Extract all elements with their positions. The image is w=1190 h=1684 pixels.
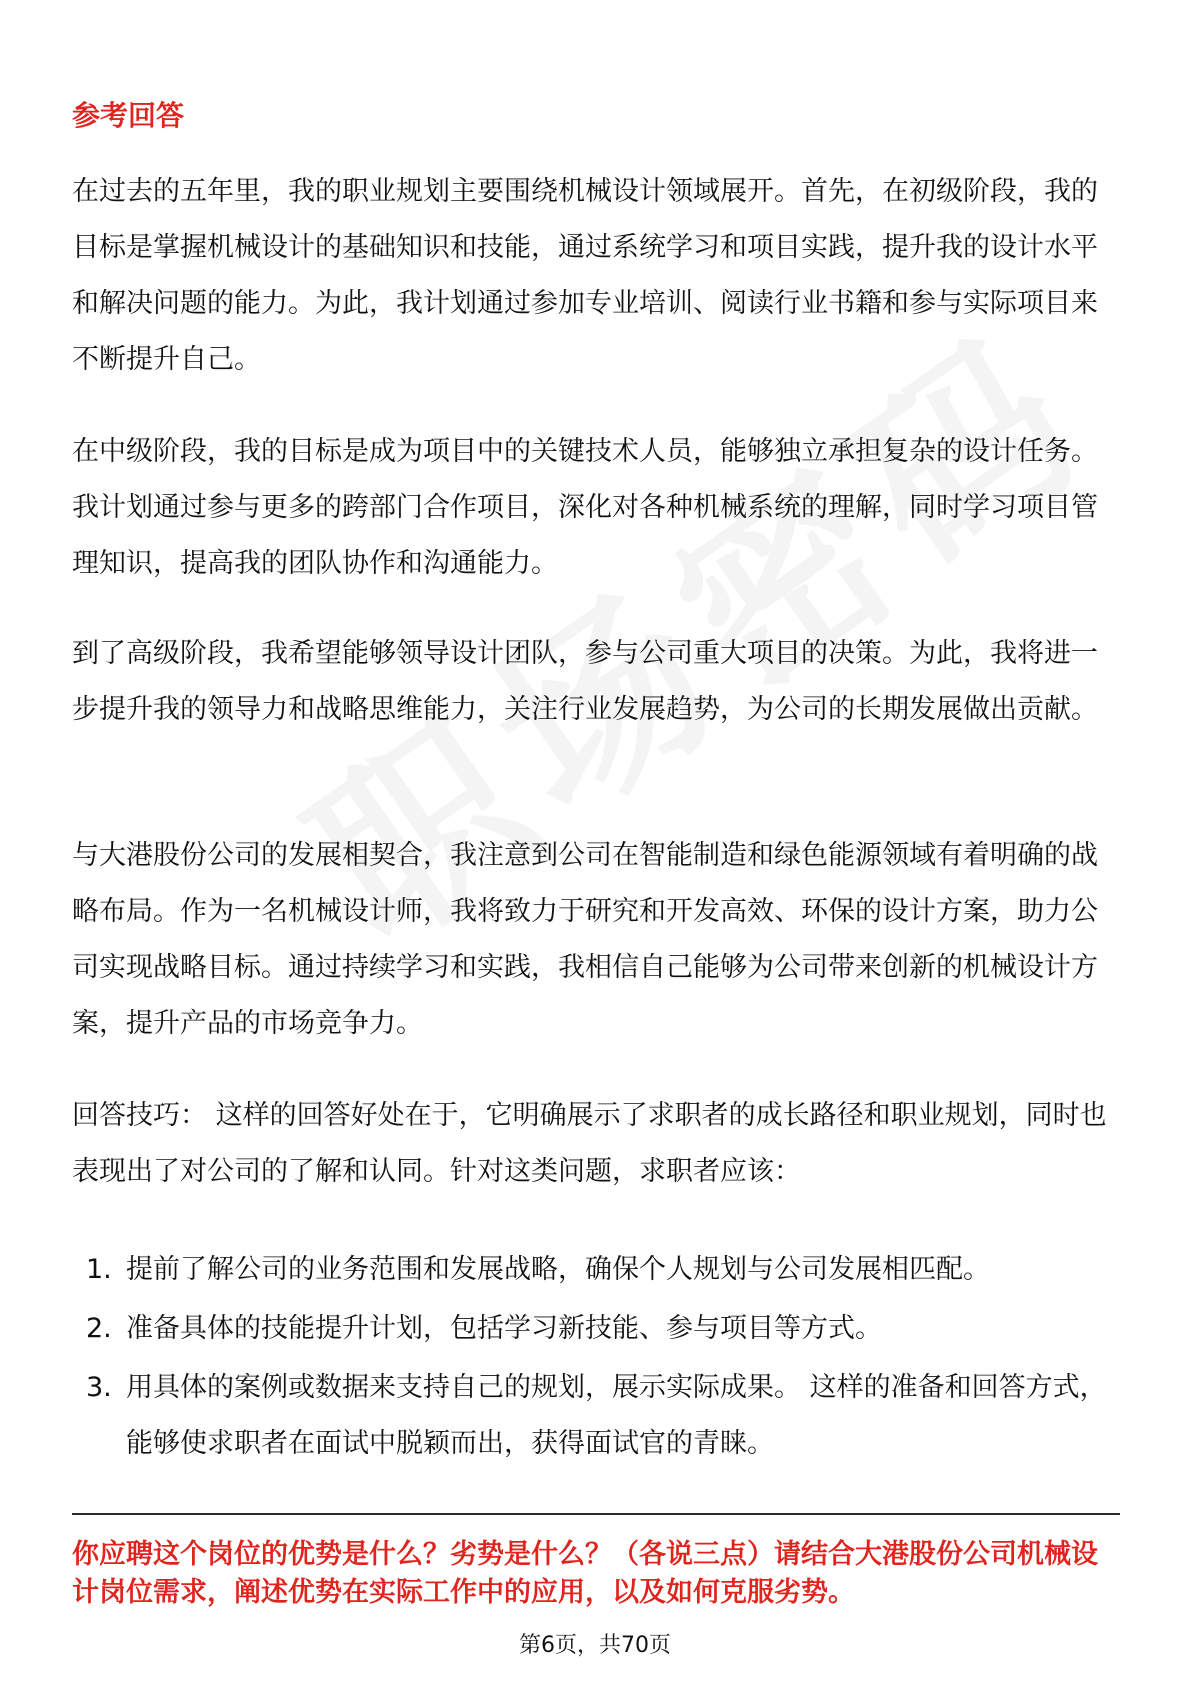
list-number: 3. (86, 1372, 112, 1403)
tips-list (72, 1242, 1120, 1475)
list-item-text: 提前了解公司的业务范围和发展战略，确保个人规划与公司发展相匹配。 (126, 1254, 990, 1285)
answer-paragraph-1 (72, 164, 1120, 388)
list-number: 2. (86, 1313, 112, 1344)
divider (72, 1513, 1120, 1515)
page-number: 第6页，共70页 (519, 1633, 671, 1658)
list-item-text: 准备具体的技能提升计划，包括学习新技能、参与项目等方式。 (126, 1313, 882, 1344)
answer-paragraph-4 (72, 828, 1120, 1052)
paragraph-text: 在过去的五年里，我的职业规划主要围绕机械设计领域展开。首先，在初级阶段，我的目标是掌握机械设计的基础知识和技能，通过系统学习和项目实践，提升我的设计水平和解决问题的能力。为此，我计划通过参加专业培训、阅读行业书籍和参与实际项目来不断提升自己。 (72, 176, 1098, 375)
answer-paragraph-2 (72, 424, 1120, 592)
answer-paragraph-3 (72, 626, 1120, 738)
list-item (72, 1301, 1120, 1357)
list-item (72, 1242, 1120, 1298)
paragraph-text: 在中级阶段，我的目标是成为项目中的关键技术人员，能够独立承担复杂的设计任务。我计划通过参与更多的跨部门合作项目，深化对各种机械系统的理解，同时学习项目管理知识，提高我的团队协作和沟通能力。 (72, 436, 1098, 579)
list-item (72, 1360, 1120, 1472)
list-number: 1. (86, 1254, 112, 1285)
paragraph-text: 到了高级阶段，我希望能够领导设计团队，参与公司重大项目的决策。为此，我将进一步提升我的领导力和战略思维能力，关注行业发展趋势，为公司的长期发展做出贡献。 (72, 638, 1098, 725)
section-heading: 参考回答 (72, 99, 185, 132)
tips-intro-text: 回答技巧： 这样的回答好处在于，它明确展示了求职者的成长路径和职业规划，同时也表现出了对公司的了解和认同。针对这类问题，求职者应该： (72, 1100, 1107, 1187)
next-question: 你应聘这个岗位的优势是什么？劣势是什么？（各说三点）请结合大港股份公司机械设计岗位需求，阐述优势在实际工作中的应用，以及如何克服劣势。 (72, 1539, 1098, 1608)
paragraph-text: 与大港股份公司的发展相契合，我注意到公司在智能制造和绿色能源领域有着明确的战略布局。作为一名机械设计师，我将致力于研究和开发高效、环保的设计方案，助力公司实现战略目标。通过持续学习和实践，我相信自己能够为公司带来创新的机械设计方案，提升产品的市场竞争力。 (72, 840, 1098, 1039)
tips-intro (72, 1088, 1120, 1200)
list-item-text: 用具体的案例或数据来支持自己的规划，展示实际成果。 这样的准备和回答方式，能够使求职者在面试中脱颖而出，获得面试官的青睐。 (126, 1372, 1107, 1459)
